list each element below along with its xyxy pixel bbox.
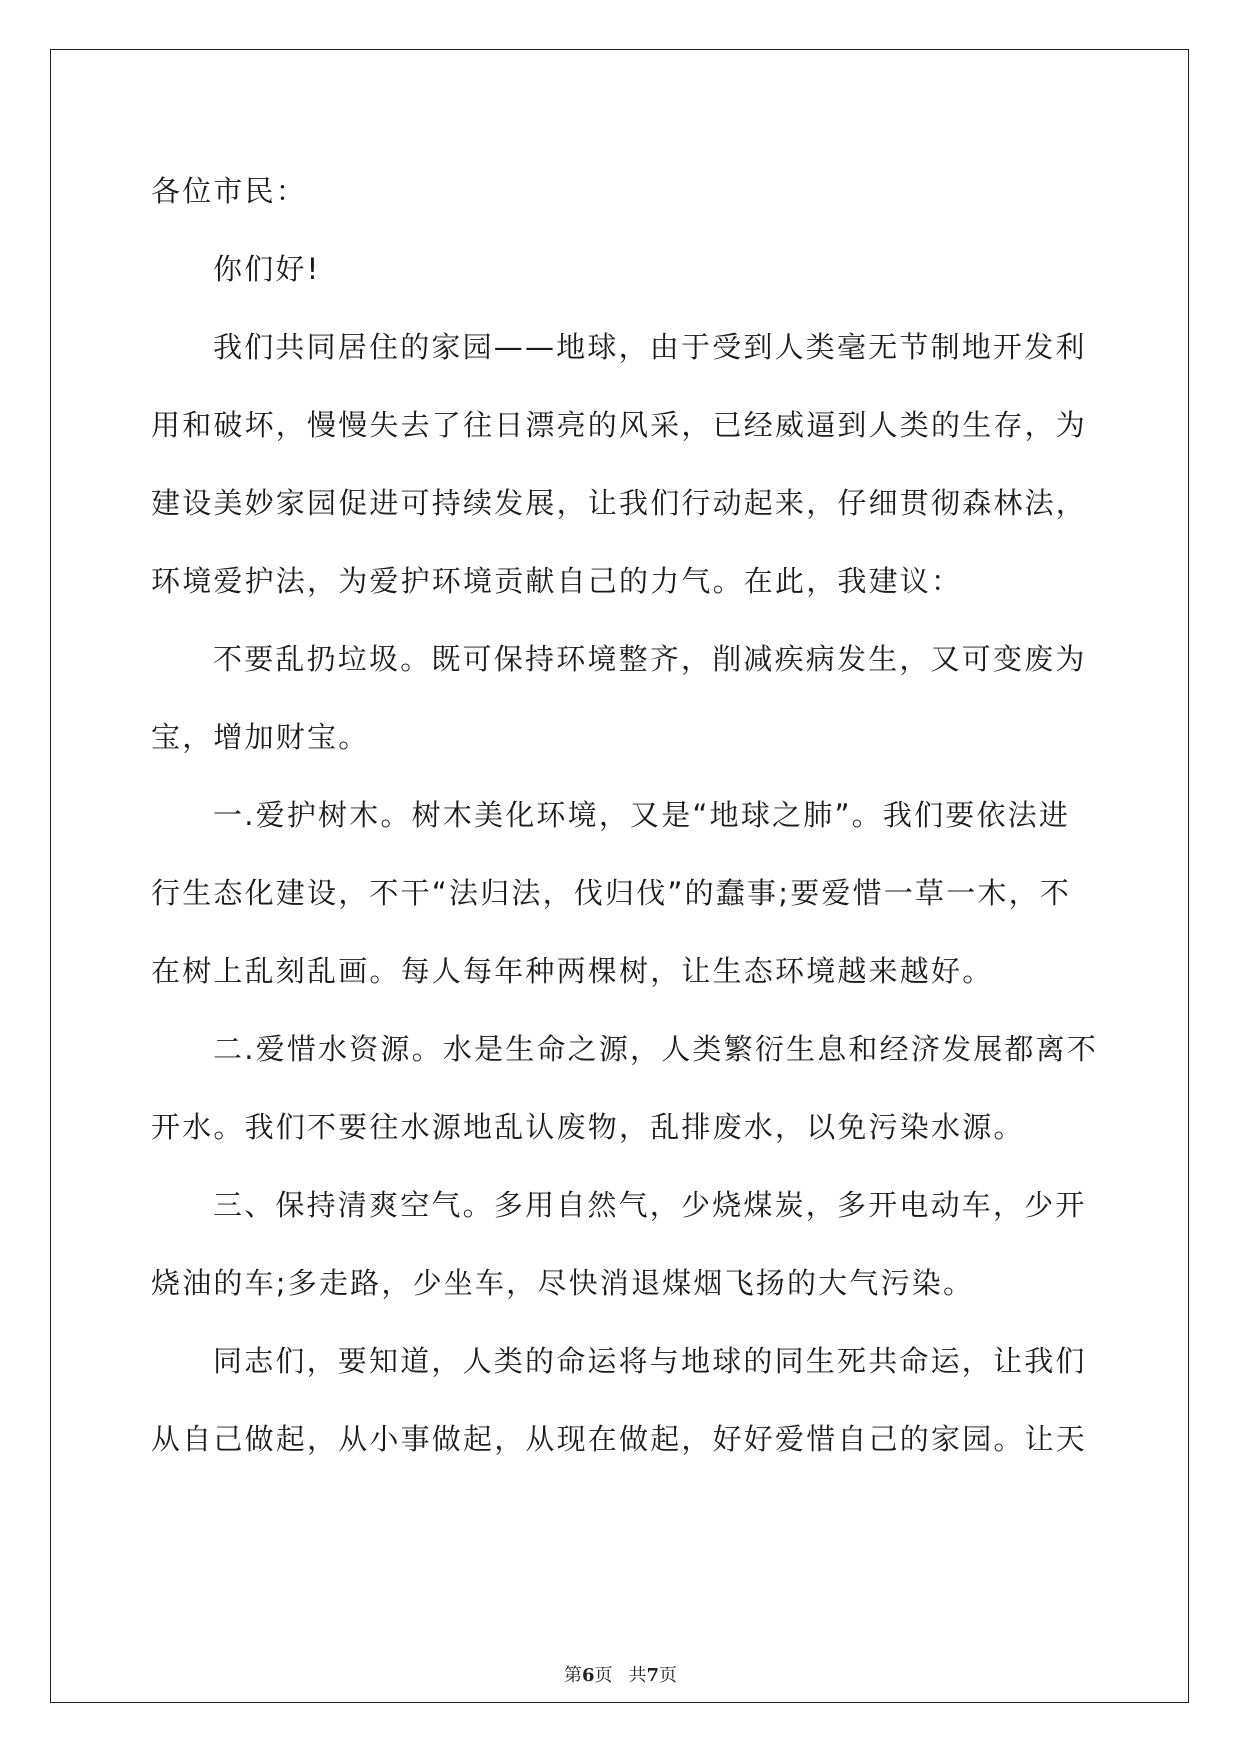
paragraph-line: 三、保持清爽空气。多用自然气，少烧煤炭，多开电动车，少开 <box>213 1188 1087 1222</box>
paragraph-line: 从自己做起，从小事做起，从现在做起，好好爱惜自己的家园。让天 <box>151 1422 1088 1456</box>
total-pages: 7 <box>646 1665 660 1686</box>
paragraph-line: 用和破坏，慢慢失去了往日漂亮的风采，已经威逼到人类的生存，为 <box>151 408 1088 442</box>
paragraph-line: 一.爱护树木。树木美化环境，又是“地球之肺”。我们要依法进 <box>213 798 1071 832</box>
page-footer <box>0 1661 1241 1687</box>
page-suffix: 页 <box>594 1665 613 1686</box>
paragraph-line: 开水。我们不要往水源地乱认废物，乱排废水，以免污染水源。 <box>151 1110 1025 1144</box>
page-number: 6 <box>581 1665 595 1686</box>
page-prefix: 第 <box>563 1665 582 1686</box>
paragraph-line: 二.爱惜水资源。水是生命之源，人类繁衍生息和经济发展都离不 <box>213 1032 1099 1066</box>
paragraph-line: 我们共同居住的家园——地球，由于受到人类毫无节制地开发利 <box>213 330 1087 364</box>
salutation-line: 各位市民： <box>151 174 308 208</box>
paragraph-line: 在树上乱刻乱画。每人每年种两棵树，让生态环境越来越好。 <box>151 954 994 988</box>
paragraph-line: 宝，增加财宝。 <box>151 720 370 754</box>
document-body <box>151 152 1099 1478</box>
total-prefix: 共 <box>628 1665 647 1686</box>
paragraph-line: 同志们，要知道，人类的命运将与地球的同生死共命运，让我们 <box>213 1344 1087 1378</box>
paragraph-line: 烧油的车;多走路，少坐车，尽快消退煤烟飞扬的大气污染。 <box>151 1266 975 1300</box>
paragraph-line: 建设美妙家园促进可持续发展，让我们行动起来，仔细贯彻森林法， <box>151 486 1088 520</box>
paragraph-line: 不要乱扔垃圾。既可保持环境整齐，削减疾病发生，又可变废为 <box>213 642 1087 676</box>
greeting-line: 你们好! <box>213 252 321 286</box>
paragraph-line: 行生态化建设，不干“法归法，伐归伐”的蠢事;要爱惜一草一木，不 <box>151 876 1072 910</box>
total-suffix: 页 <box>659 1665 678 1686</box>
paragraph-line: 环境爱护法，为爱护环境贡献自己的力气。在此，我建议： <box>151 564 963 598</box>
